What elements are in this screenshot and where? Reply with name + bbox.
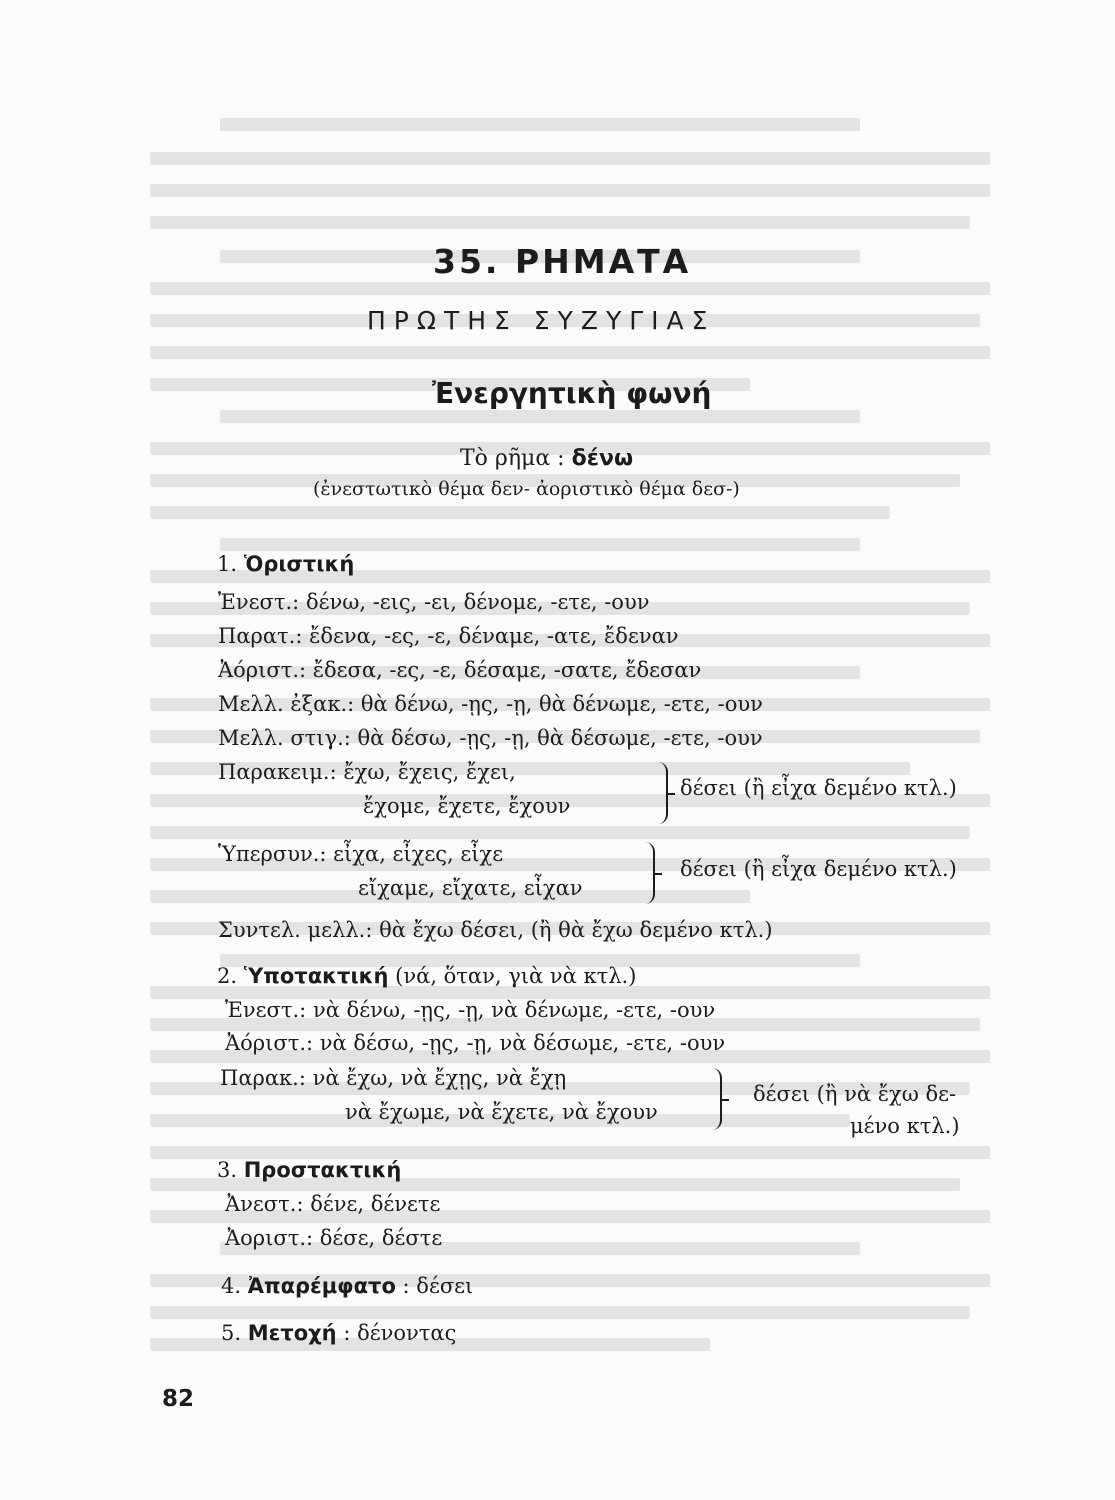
infinitive-number: 4.: [221, 1274, 248, 1298]
voice-title: Ἐνεργητικὴ φωνή: [432, 377, 712, 410]
indicative-perfect-line1: Παρακειμ.: ἔχω, ἔχεις, ἔχει,: [218, 760, 516, 784]
participle-line: [221, 1321, 456, 1345]
imperative-section: [225, 1192, 625, 1262]
imperative-number: 3.: [217, 1158, 244, 1182]
subjunctive-aorist: Ἀόριστ.: νὰ δέσω, -ῃς, -ῃ, νὰ δέσωμε, -ετε, -ουν: [225, 1031, 726, 1055]
verb-stems: (ἐνεστωτικὸ θέμα δεν- ἀοριστικὸ θέμα δεσ-): [313, 478, 740, 500]
indicative-pluperfect-aux: δέσει (ἢ εἶχα δεμένο κτλ.): [680, 857, 957, 881]
subjunctive-number: 2.: [217, 964, 244, 988]
verb-line: [460, 446, 633, 471]
subjunctive-heading: [217, 964, 636, 988]
subjunctive-perfect-aux1: δέσει (ἢ νὰ ἔχω δε-: [753, 1082, 957, 1106]
subjunctive-name: Ὑποτακτική: [243, 964, 389, 988]
indicative-perfect-line2: ἔχομε, ἔχετε, ἔχουν: [363, 794, 571, 818]
indicative-imperfect: Παρατ.: ἔδενα, -ες, -ε, δέναμε, -ατε, ἔδεναν: [218, 624, 679, 648]
imperative-name: Προστακτική: [243, 1158, 402, 1182]
indicative-name: Ὁριστική: [243, 552, 355, 576]
indicative-future-perfect: Συντελ. μελλ.: θὰ ἔχω δέσει, (ἢ θὰ ἔχω δεμένο κτλ.): [218, 918, 773, 942]
subjunctive-perfect-line2: νὰ ἔχωμε, νὰ ἔχετε, νὰ ἔχουν: [345, 1100, 658, 1124]
participle-value: : δένοντας: [336, 1321, 457, 1345]
indicative-pluperfect-line1: Ὑπερσυν.: εἶχα, εἶχες, εἶχε: [218, 842, 504, 866]
indicative-perfect-aux: δέσει (ἢ εἶχα δεμένο κτλ.): [680, 776, 957, 800]
pluperfect-brace: [643, 842, 655, 904]
subjunctive-brace: [710, 1068, 722, 1130]
subjunctive-note: (νά, ὅταν, γιὰ νὰ κτλ.): [388, 964, 637, 988]
indicative-future-continuous: Μελλ. ἐξακ.: θὰ δένω, -ῃς, -ῃ, θὰ δένωμε, -ετε, -ουν: [218, 692, 763, 716]
verb-word: δένω: [571, 446, 634, 471]
indicative-aorist: Ἀόριστ.: ἔδεσα, -ες, -ε, δέσαμε, -σατε, ἔδεσαν: [218, 658, 702, 682]
indicative-present: Ἐνεστ.: δένω, -εις, -ει, δένομε, -ετε, -ουν: [218, 590, 650, 614]
verb-label: Τὸ ρῆμα :: [460, 446, 565, 471]
subjunctive-present: Ἐνεστ.: νὰ δένω, -ῃς, -ῃ, νὰ δένωμε, -ετε, -ουν: [225, 998, 716, 1022]
participle-number: 5.: [221, 1321, 248, 1345]
imperative-aorist: Ἀοριστ.: δέσε, δέστε: [225, 1226, 443, 1250]
conjugation-title: ΠΡΩΤΗΣ ΣΥΖΥΓΙΑΣ: [367, 306, 716, 335]
chapter-title: 35. ΡΗΜΑΤΑ: [433, 242, 692, 281]
infinitive-value: : δέσει: [395, 1274, 474, 1298]
indicative-pluperfect-line2: εἴχαμε, εἴχατε, εἶχαν: [358, 876, 583, 900]
indicative-number: 1.: [217, 552, 244, 576]
subjunctive-perfect-line1: Παρακ.: νὰ ἔχω, νὰ ἔχῃς, νὰ ἔχῃ: [220, 1066, 567, 1090]
page-number: 82: [162, 1386, 195, 1412]
infinitive-name: Ἀπαρέμφατο: [247, 1274, 396, 1298]
imperative-present: Ἀνεστ.: δένε, δένετε: [225, 1192, 441, 1216]
infinitive-line: [221, 1274, 473, 1298]
subjunctive-section: [220, 998, 1005, 1148]
participle-name: Μετοχή: [247, 1321, 337, 1345]
imperative-heading: [217, 1158, 401, 1182]
subjunctive-perfect-aux2: μένο κτλ.): [850, 1114, 960, 1138]
indicative-heading: [217, 552, 354, 576]
perfect-brace: [656, 762, 668, 824]
indicative-future-simple: Μελλ. στιγ.: θὰ δέσω, -ῃς, -ῃ, θὰ δέσωμε, -ετε, -ουν: [218, 726, 763, 750]
